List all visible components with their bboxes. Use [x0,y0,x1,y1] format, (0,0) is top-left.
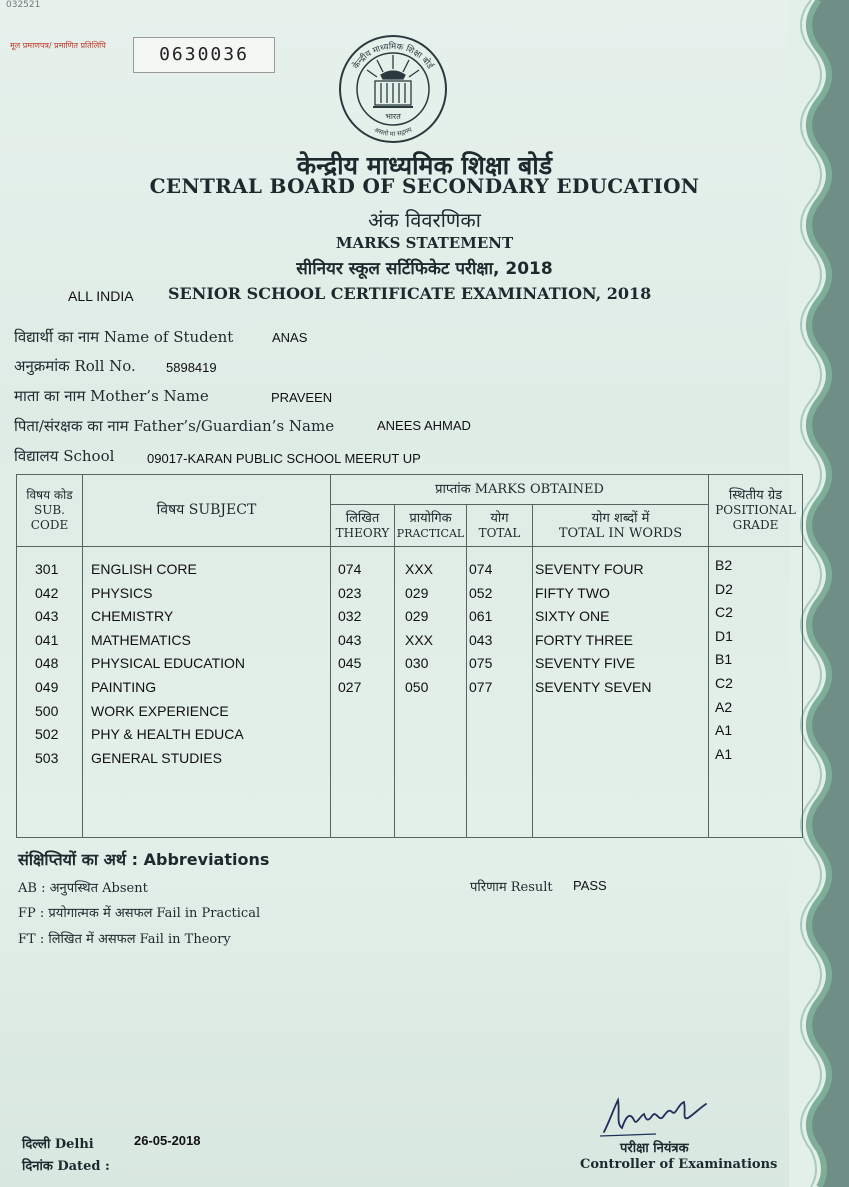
cell-grade: D1 [715,627,733,644]
abbreviations-title: संक्षिप्तियों का अर्थ : Abbreviations [18,850,270,869]
dated-label: दिनांक Dated : [22,1159,110,1174]
cell-code: 048 [35,655,59,672]
cell-total: 052 [469,584,493,601]
cell-words: SEVENTY SEVEN [535,678,652,695]
controller-title-english: Controller of Examinations [580,1157,778,1172]
cell-practical [405,726,466,750]
cell-total [469,726,532,750]
serial-number-box: 0630036 [133,37,275,73]
cell-practical [405,703,466,727]
header-total: योग TOTAL [467,505,533,547]
cell-words [535,726,708,750]
father-name-label: पिता/संरक्षक का नाम Father’s/Guardian’s Name [14,417,335,435]
abbreviation-fail-practical: FP : प्रयोगात्मक में असफल Fail in Practical [18,906,261,921]
mother-name-value: PRAVEEN [271,390,333,405]
cell-subject: PAINTING [91,678,157,695]
cell-words [535,703,708,727]
cell-grade: C2 [715,604,733,621]
student-name-label: विद्यार्थी का नाम Name of Student [14,328,234,346]
cell-grade: A1 [715,745,733,762]
logo-text-mid: भारत [385,112,401,121]
cell-words: SEVENTY FOUR [535,561,644,577]
header-theory: लिखित THEORY [331,505,395,547]
cell-words: SIXTY ONE [535,608,610,625]
logo-text-bottom: असतो मा सद्गमय [372,125,414,138]
svg-text:असतो मा सद्गमय [373,126,414,138]
result-label: परिणाम Result [470,880,553,895]
header-positional-grade: स्थितीय ग्रेड POSITIONAL GRADE [709,475,803,547]
cell-theory: 045 [338,655,362,672]
cell-code: 041 [35,631,59,648]
board-name-english: CENTRAL BOARD OF SECONDARY EDUCATION [149,174,700,198]
header-total-in-words: योग शब्दों में TOTAL IN WORDS [533,505,709,547]
cell-grade: B1 [715,651,733,668]
cell-code: 042 [35,584,59,601]
cell-theory [338,726,394,750]
cbse-logo-icon [337,33,449,145]
date-value: 26-05-2018 [134,1133,201,1148]
column-code [17,547,83,838]
cell-grade: A1 [715,722,733,739]
cell-total: 074 [469,561,493,577]
cell-words [535,750,708,774]
roll-number-value: 5898419 [166,360,217,375]
cell-subject: ENGLISH CORE [91,561,197,577]
column-subject [83,547,331,838]
cell-words: SEVENTY FIVE [535,655,636,672]
column-practical [395,547,467,838]
mother-name-label: माता का नाम Mother’s Name [14,387,209,405]
cell-grade: D2 [715,580,733,597]
cell-practical: 030 [405,655,429,672]
cell-total: 061 [469,608,493,625]
abbreviation-absent: AB : अनुपस्थित Absent [18,881,148,896]
cell-total [469,703,532,727]
cell-total: 077 [469,678,493,695]
cell-code: 502 [35,726,59,743]
cell-code: 301 [35,561,59,577]
cell-words: FORTY THREE [535,631,634,648]
logo-text-top: केन्द्रीय माध्यमिक शिक्षा बोर्ड [351,41,435,71]
column-theory [331,547,395,838]
all-india-label: ALL INDIA [68,288,134,304]
cell-theory: 027 [338,678,362,695]
cell-words: FIFTY TWO [535,584,610,601]
cell-theory: 032 [338,608,362,625]
header-practical: प्रायोगिक PRACTICAL [395,505,467,547]
cell-subject: PHYSICS [91,584,153,601]
cell-subject: PHY & HEALTH EDUCA [91,726,244,743]
cell-practical: 029 [405,608,429,625]
cell-subject: GENERAL STUDIES [91,749,222,766]
cell-subject: CHEMISTRY [91,608,174,625]
statement-title-english: MARKS STATEMENT [335,234,514,252]
cell-grade: B2 [715,557,733,573]
cell-subject: WORK EXPERIENCE [91,702,229,719]
cell-total: 075 [469,655,493,672]
column-total [467,547,533,838]
stamp-text: मूल प्रमाणपत्र/ प्रमाणित प्रतिलिपि [10,41,106,50]
cell-code: 049 [35,678,59,695]
cell-practical: XXX [405,561,434,577]
place-label: दिल्ली Delhi [22,1137,94,1152]
column-words [533,547,709,838]
controller-signature-icon [596,1090,716,1140]
cell-theory: 023 [338,584,362,601]
column-grade [709,547,803,838]
exam-title-hindi: सीनियर स्कूल सर्टिफिकेट परीक्षा, 2018 [296,259,553,279]
cell-theory: 043 [338,631,362,648]
cell-grade: A2 [715,698,733,715]
father-name-value: ANEES AHMAD [377,418,471,433]
controller-title-hindi: परीक्षा नियंत्रक [620,1141,689,1156]
school-label: विद्यालय School [14,447,115,465]
abbreviation-fail-theory: FT : लिखित में असफल Fail in Theory [18,932,231,947]
cell-theory [338,703,394,727]
cell-theory [338,750,394,774]
serial-small: 032521 [6,0,41,10]
result-value: PASS [573,878,607,893]
cell-subject: PHYSICAL EDUCATION [91,655,246,672]
roll-number-label: अनुक्रमांक Roll No. [14,357,136,375]
cell-practical: 050 [405,678,429,695]
student-name-value: ANAS [272,330,308,345]
cell-code: 503 [35,749,59,766]
header-marks-obtained: प्राप्तांक MARKS OBTAINED [331,475,709,505]
cell-theory: 074 [338,561,362,577]
school-value: 09017-KARAN PUBLIC SCHOOL MEERUT UP [147,451,421,466]
cell-practical [405,750,466,774]
statement-title-hindi: अंक विवरणिका [368,208,481,232]
cell-code: 500 [35,702,59,719]
header-sub-code: विषय कोड SUB. CODE [17,475,83,547]
header-subject: विषय SUBJECT [83,475,331,547]
cell-practical: 029 [405,584,429,601]
board-name-hindi: केन्द्रीय माध्यमिक शिक्षा बोर्ड [296,151,553,180]
cell-total [469,750,532,774]
cell-subject: MATHEMATICS [91,631,191,648]
cell-total: 043 [469,631,493,648]
cell-code: 043 [35,608,59,625]
cell-grade: C2 [715,674,733,691]
marks-table [16,474,803,838]
exam-title-english: SENIOR SCHOOL CERTIFICATE EXAMINATION, 2018 [168,284,652,303]
cell-practical: XXX [405,631,434,648]
